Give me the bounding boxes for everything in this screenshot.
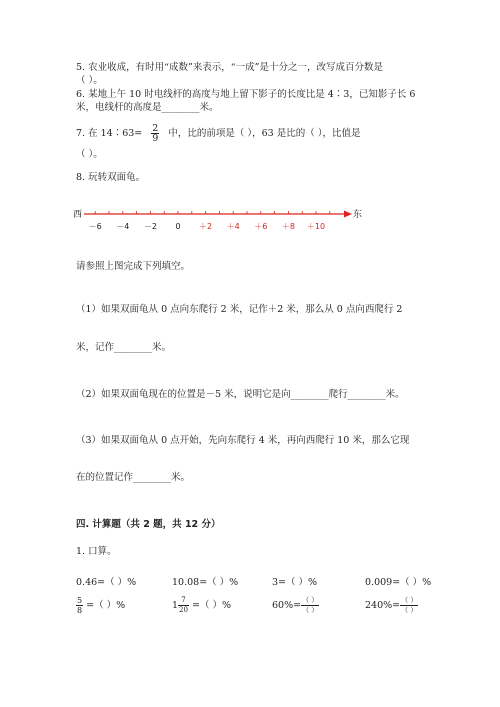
number-line-tick-label: ＋8 [281, 222, 295, 231]
calc-r2-b-frac [178, 596, 189, 615]
number-line-tick-label: －6 [88, 222, 102, 231]
east-label: 东 [353, 210, 363, 220]
fill-in-instruction: 请参照上图完成下列填空。 [76, 261, 191, 272]
q7-pre: 7. 在 14∶63= [76, 128, 143, 139]
number-line-diagram [70, 205, 370, 233]
q6-line1: 6. 某地上午 10 时电线杆的高度与地上留下影子的长度比是 4∶3，已知影子长 6 [76, 89, 416, 100]
sub2: （2）如果双面龟现在的位置是－5 米，说明它是向________爬行________米。 [76, 389, 405, 400]
calc-r2-d-den: （ ） [401, 606, 418, 614]
q7-frac-den: 9 [152, 133, 159, 144]
calc-r2-d [365, 596, 418, 615]
q5-line1: 5. 农业收成，有时用“成数”来表示，“一成”是十分之一，改写成百分数是 [76, 62, 384, 73]
calc-r2-d-frac [400, 596, 418, 615]
calc-r2-a-tail: =（ ）% [83, 600, 126, 611]
number-line-tick-label: －4 [116, 222, 130, 231]
q7-line1 [76, 124, 361, 143]
calc-r1-d: 0.009=（ ）% [365, 577, 432, 588]
west-label: 西 [73, 210, 83, 220]
calc-r2-b-den: 20 [179, 606, 188, 614]
calc-r2-b-tail: =（ ）% [188, 600, 231, 611]
number-line-tick-label: －2 [143, 222, 157, 231]
calc-r2-c-pre: 60%= [272, 600, 302, 611]
number-line-tick-label: ＋6 [254, 222, 268, 231]
calc-r1-c: 3=（ ）% [272, 577, 318, 588]
section4-q1: 1. 口算。 [76, 546, 117, 557]
calc-r1-b: 10.08=（ ）% [172, 577, 239, 588]
number-line-tick-label: ＋2 [199, 222, 213, 231]
sub3-line1: （3）如果双面龟从 0 点开始，先向东爬行 4 米，再向西爬行 10 米，那么它现 [76, 435, 410, 446]
calc-r1-a: 0.46=（ ）% [76, 577, 137, 588]
calc-r2-d-num: （ ） [401, 596, 418, 604]
calc-r2-c-num: （ ） [302, 596, 319, 604]
calc-r2-b-whole: 1 [172, 600, 179, 611]
number-line-tick-label: 0 [175, 222, 181, 231]
calc-r2-a-num: 5 [77, 596, 83, 605]
q6-line2: 米，电线杆的高度是________米。 [76, 102, 219, 113]
calc-r2-a [76, 596, 125, 615]
calc-r2-a-den: 8 [77, 606, 83, 615]
q5-line2: （ ）。 [76, 75, 103, 86]
sub1-line1: （1）如果双面龟从 0 点向东爬行 2 米，记作＋2 米，那么从 0 点向西爬行 2 [76, 304, 403, 315]
q7-line2: （ ）。 [76, 149, 103, 160]
number-line-tick-label: ＋4 [226, 222, 240, 231]
calc-r2-d-pre: 240%= [365, 600, 401, 611]
calc-r2-c [272, 596, 319, 615]
q7-fraction [151, 124, 159, 143]
sub1-line2: 米，记作________米。 [76, 342, 172, 353]
q7-frac-num: 2 [152, 123, 159, 134]
q7-post: 中，比的前项是（ ），63 是比的（ ），比值是 [168, 128, 361, 139]
number-line-arrowhead [344, 211, 352, 218]
section4-title: 四. 计算题（共 2 题，共 12 分） [76, 519, 221, 530]
calc-r2-c-den: （ ） [302, 606, 319, 614]
calc-r2-c-frac [301, 596, 319, 615]
calc-r2-b-num: 7 [178, 596, 189, 606]
calc-r2-b [172, 596, 231, 615]
number-line-tick-label: ＋10 [306, 222, 326, 231]
q8-title: 8. 玩转双面龟。 [76, 172, 146, 183]
sub3-line2: 在的位置记作________米。 [76, 472, 191, 483]
